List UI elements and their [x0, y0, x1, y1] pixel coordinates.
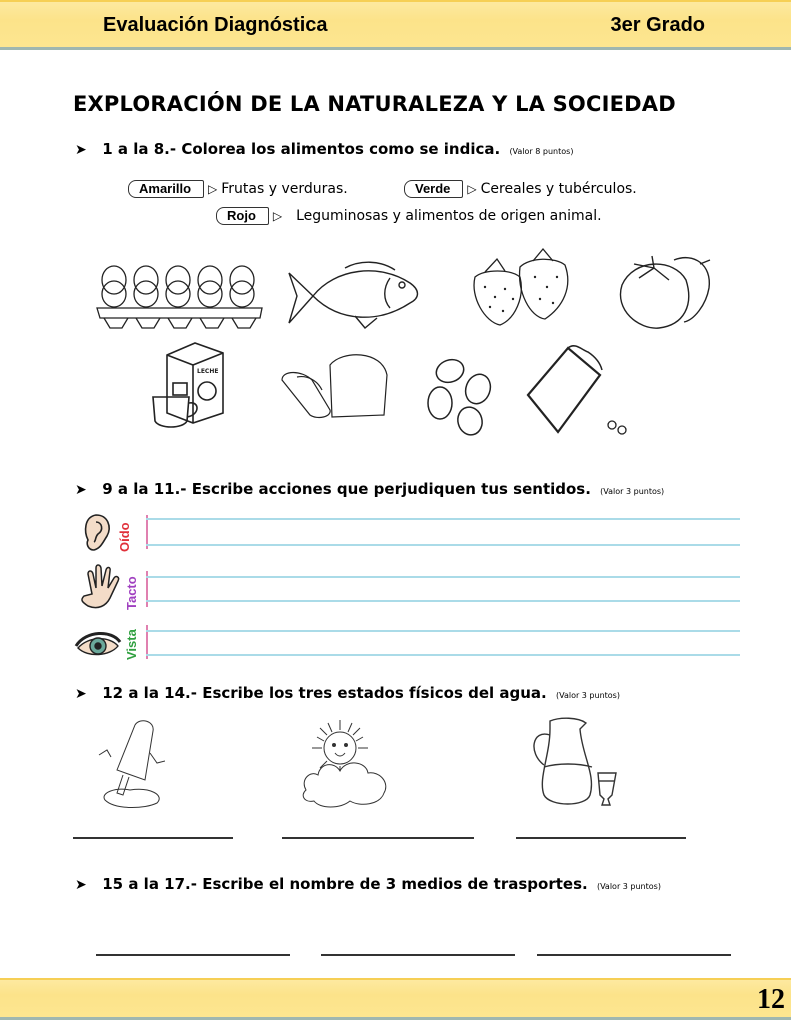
- sense-label-oido: Oído: [117, 522, 132, 552]
- crayon-icon: Rojo: [216, 207, 269, 225]
- footer-band: [0, 978, 791, 1020]
- legend-red: Rojo ▷ Leguminosas y alimentos de origen animal.: [216, 207, 602, 225]
- bread-icon[interactable]: [272, 345, 392, 423]
- fish-icon[interactable]: [285, 258, 425, 333]
- tomatoes-icon[interactable]: [614, 250, 714, 330]
- legend-green: Verde ▷ Cereales y tubérculos.: [404, 180, 637, 198]
- sense-label-vista: Vista: [124, 629, 139, 660]
- pitcher-and-glass-icon: [528, 715, 618, 810]
- crayon-icon: Amarillo: [128, 180, 204, 198]
- crayon-icon: Verde: [404, 180, 463, 198]
- answer-blank-2[interactable]: [282, 837, 474, 839]
- transport-blank-3[interactable]: [537, 954, 731, 956]
- header-band: [0, 0, 791, 50]
- section-title: EXPLORACIÓN DE LA NATURALEZA Y LA SOCIEDAD: [73, 92, 676, 116]
- header-grade: 3er Grado: [610, 14, 705, 36]
- popcorn-bag-icon[interactable]: [520, 340, 635, 440]
- melting-popsicle-icon: [95, 715, 165, 810]
- answer-lines-vista[interactable]: [146, 630, 740, 656]
- svg-text:LECHE: LECHE: [197, 368, 219, 375]
- strawberries-icon[interactable]: [465, 247, 575, 327]
- arrow-bullet-icon: ➤: [75, 482, 87, 498]
- page-number: 12: [757, 984, 785, 1015]
- milk-and-cup-icon[interactable]: [145, 335, 235, 430]
- beans-icon[interactable]: [420, 355, 502, 437]
- eye-icon: [72, 624, 124, 660]
- sun-and-cloud-icon: [300, 715, 400, 810]
- question-2: ➤ 9 a la 11.- Escribe acciones que perjudiquen tus sentidos. (Valor 3 puntos): [75, 480, 665, 498]
- sense-label-tacto: Tacto: [124, 576, 139, 610]
- header-title: Evaluación Diagnóstica: [103, 14, 328, 36]
- question-1: ➤ 1 a la 8.- Colorea los alimentos como se indica. (Valor 8 puntos): [75, 140, 574, 158]
- answer-lines-oido[interactable]: [146, 518, 740, 550]
- answer-blank-3[interactable]: [516, 837, 686, 839]
- question-3: ➤ 12 a la 14.- Escribe los tres estados físicos del agua. (Valor 3 puntos): [75, 684, 620, 702]
- transport-blank-1[interactable]: [96, 954, 290, 956]
- answer-blank-1[interactable]: [73, 837, 233, 839]
- ear-icon: [80, 512, 112, 552]
- hand-icon: [78, 562, 122, 610]
- question-4: ➤ 15 a la 17.- Escribe el nombre de 3 medios de trasportes. (Valor 3 puntos): [75, 875, 661, 893]
- eggs-carton-icon[interactable]: [92, 258, 267, 330]
- arrow-bullet-icon: ➤: [75, 877, 87, 893]
- arrow-bullet-icon: ➤: [75, 142, 87, 158]
- arrow-bullet-icon: ➤: [75, 686, 87, 702]
- legend-yellow: Amarillo ▷ Frutas y verduras.: [128, 180, 348, 198]
- transport-blank-2[interactable]: [321, 954, 515, 956]
- answer-lines-tacto[interactable]: [146, 576, 740, 606]
